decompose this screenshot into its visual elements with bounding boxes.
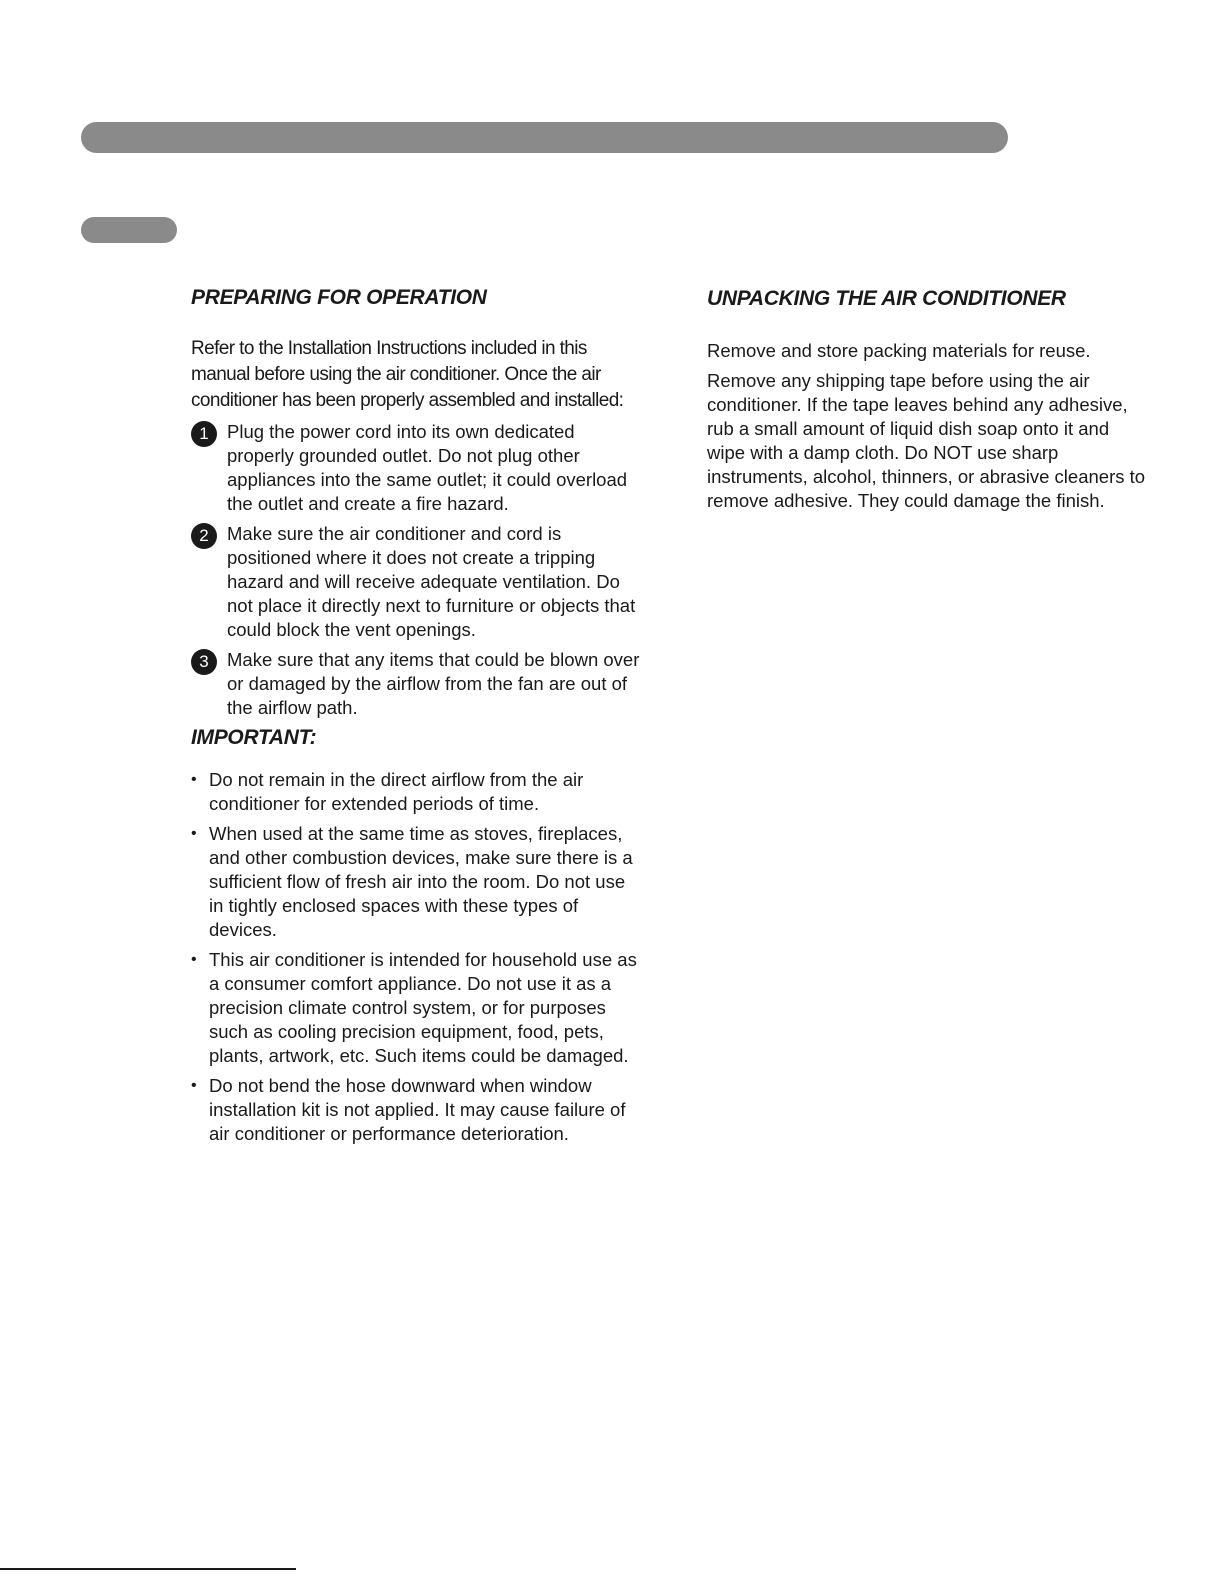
unpacking-paragraph: Remove and store packing materials for reuse. (707, 340, 1091, 361)
important-text: Do not bend the hose downward when window installation kit is not applied. It may cause failure of air conditioner or performance deterioration. (209, 1075, 626, 1144)
left-column (191, 284, 641, 1152)
bullet-icon: • (191, 771, 197, 788)
preparing-intro: Refer to the Installation Instructions included in this manual before using the air conditioner. Once the air conditioner has been properly assembled and installed: (191, 338, 624, 411)
header-bar (81, 122, 1008, 153)
important-text: Do not remain in the direct airflow from the air conditioner for extended periods of time. (209, 769, 584, 814)
step-item (191, 648, 641, 720)
preparing-steps (191, 420, 641, 720)
important-text: When used at the same time as stoves, fireplaces, and other combustion devices, make sure there is a sufficient flow of fresh air into the room. Do not use in tightly enclosed spaces with these types of devices. (209, 823, 633, 940)
unpacking-heading: UNPACKING THE AIR CONDITIONER (707, 287, 1066, 310)
bullet-icon: • (191, 1077, 197, 1094)
step-number-badge: 3 (191, 649, 217, 675)
step-text: Make sure that any items that could be blown over or damaged by the airflow from the fan are out of the airflow path. (227, 649, 640, 718)
step-number-badge: 2 (191, 523, 217, 549)
important-item (191, 948, 641, 1068)
step-text: Make sure the air conditioner and cord is positioned where it does not create a tripping hazard and will receive adequate ventilation. Do not place it directly next to furniture or objects that could block the vent openings. (227, 523, 636, 640)
unpacking-paragraph: Remove any shipping tape before using the air conditioner. If the tape leaves behind any adhesive, rub a small amount of liquid dish soap onto it and wipe with a damp cloth. Do NOT use sharp instruments, alcohol, thinners, or abrasive cleaners to remove adhesive. They could damage the finish. (707, 370, 1146, 511)
footer-rule (0, 1568, 296, 1570)
step-item (191, 420, 641, 516)
important-text: This air conditioner is intended for household use as a consumer comfort appliance. Do not use it as a precision climate control system, or for purposes such as cooling precision equipment, food, pets, plants, artwork, etc. Such items could be damaged. (209, 949, 637, 1066)
important-item (191, 822, 641, 942)
preparing-heading: PREPARING FOR OPERATION (191, 286, 487, 309)
important-list (191, 768, 641, 1146)
right-column (707, 284, 1147, 513)
important-item (191, 768, 641, 816)
step-number-badge: 1 (191, 421, 217, 447)
bullet-icon: • (191, 825, 197, 842)
important-item (191, 1074, 641, 1146)
step-item (191, 522, 641, 642)
important-heading: IMPORTANT: (191, 726, 317, 749)
step-text: Plug the power cord into its own dedicated properly grounded outlet. Do not plug other appliances into the same outlet; it could overload the outlet and create a fire hazard. (227, 421, 628, 514)
bullet-icon: • (191, 951, 197, 968)
section-tab (81, 217, 177, 243)
